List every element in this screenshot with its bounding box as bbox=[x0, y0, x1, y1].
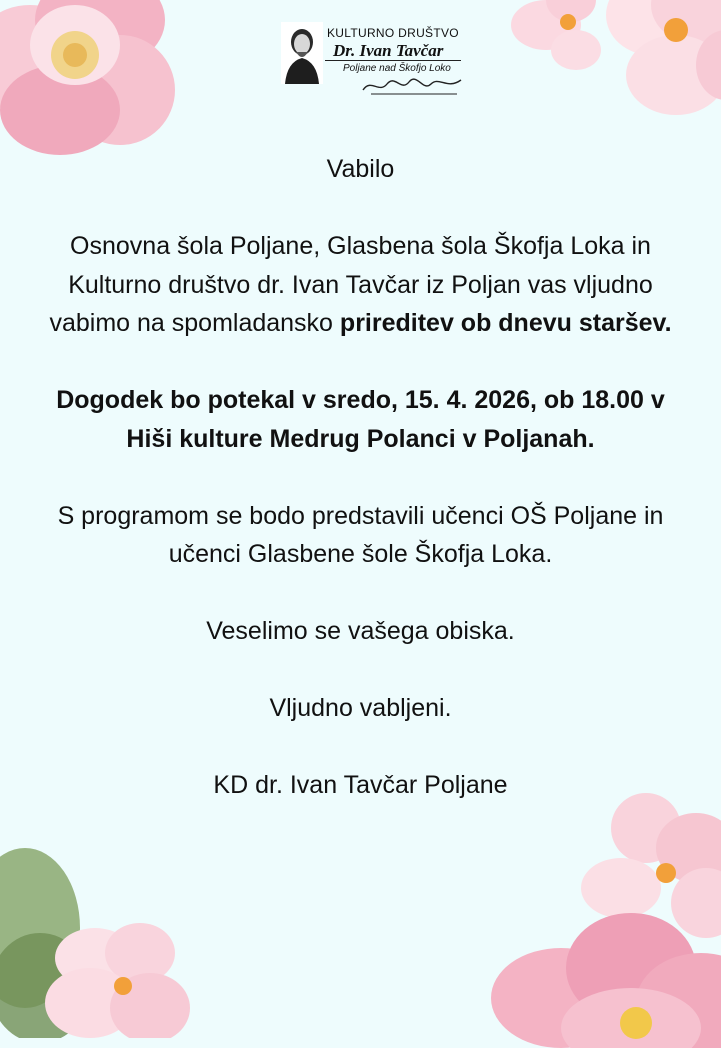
event-details: Dogodek bo potekal v sredo, 15. 4. 2026, ob 18.00 v Hiši kulture Medrug Polanci v Poljanah. bbox=[56, 386, 665, 453]
cultural-society-logo bbox=[281, 22, 463, 96]
logo-name: Dr. Ivan Tavčar bbox=[333, 41, 444, 60]
portrait-icon bbox=[281, 22, 323, 84]
closing-line: Veselimo se vašega obiska. bbox=[206, 617, 515, 645]
invitation-body bbox=[40, 150, 681, 805]
flower-decoration-top-left bbox=[0, 0, 200, 160]
invitation-event-title: prireditev ob dnevu staršev. bbox=[339, 309, 672, 337]
logo-location: Poljane nad Škofjo Loko bbox=[343, 63, 451, 74]
invitation-intro-text: Osnovna šola Poljane, Glasbena šola Škofja Loka in Kulturno društvo dr. Ivan Tavčar iz Poljan vas vljudno vabimo na spomladansko bbox=[49, 232, 653, 337]
flower-decoration-top-right bbox=[501, 0, 721, 120]
program-info: S programom se bodo predstavili učenci OŠ Poljane in učenci Glasbene šole Škofja Loka. bbox=[57, 501, 664, 568]
sender-signature: KD dr. Ivan Tavčar Poljane bbox=[213, 771, 508, 799]
logo-society-label: KULTURNO DRUŠTVO bbox=[327, 26, 459, 40]
flower-decoration-bottom-left bbox=[0, 838, 210, 1038]
invitation-heading: Vabilo bbox=[326, 155, 395, 183]
signature-graphic bbox=[361, 74, 463, 96]
regards-line: Vljudno vabljeni. bbox=[269, 694, 452, 722]
invitation-intro bbox=[40, 227, 681, 343]
flower-decoration-bottom-right bbox=[451, 788, 721, 1048]
